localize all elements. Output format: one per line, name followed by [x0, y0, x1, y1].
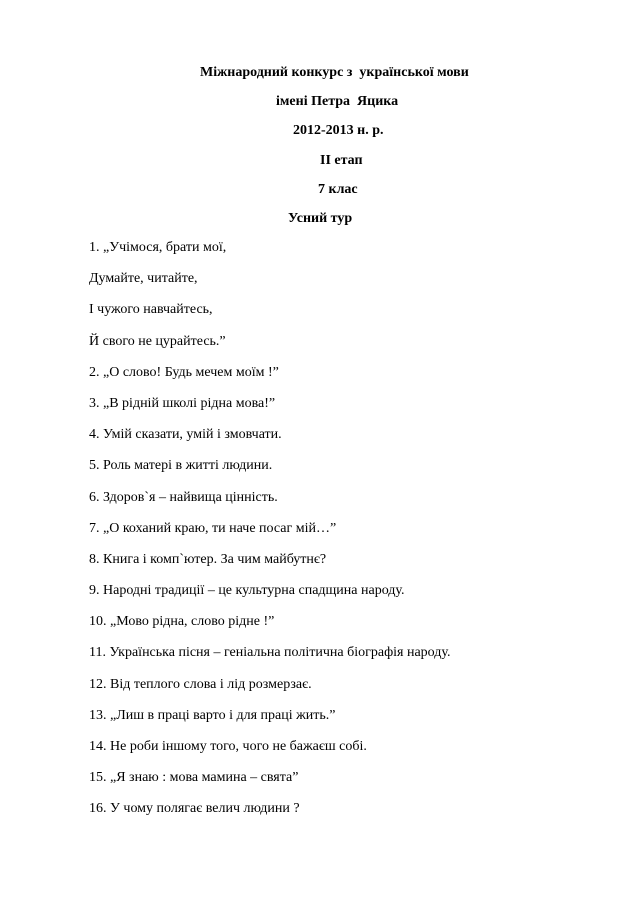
list-item: І чужого навчайтесь, [89, 302, 213, 318]
topics-list [89, 239, 609, 832]
list-item: 1. „Учімося, брати мої, [89, 240, 227, 255]
contest-stage: ІІ етап [320, 153, 363, 168]
list-item: 13. „Лиш в праці варто і для праці жить.” [89, 707, 336, 723]
list-item: Думайте, читайте, [89, 271, 198, 287]
list-item: 9. Народні традиції – це культурна спадщина народу. [89, 583, 405, 599]
contest-title: Міжнародний конкурс з української мови [200, 65, 469, 80]
list-item: 5. Роль матері в житті людини. [89, 458, 273, 474]
list-item: 3. „В рідній школі рідна мова!” [89, 395, 276, 411]
list-item: 2. „О слово! Будь мечем моїм !” [89, 364, 279, 380]
list-item: 15. „Я знаю : мова мамина – свята” [89, 770, 299, 786]
list-item: Й свого не цурайтесь.” [89, 333, 226, 349]
list-item: 6. Здоров`я – найвища цінність. [89, 489, 278, 505]
list-item: 11. Українська пісня – геніальна політична біографія народу. [89, 645, 451, 661]
list-item: 16. У чому полягає велич людини ? [89, 801, 300, 817]
list-item: 7. „О коханий краю, ти наче посаг мій…” [89, 520, 337, 536]
round-title: Усний тур [288, 211, 353, 226]
list-item: 12. Від теплого слова і лід розмерзає. [89, 676, 312, 692]
list-item: 10. „Мово рідна, слово рідне !” [89, 614, 275, 630]
list-item: 14. Не роби іншому того, чого не бажаєш собі. [89, 739, 367, 754]
list-item: 8. Книга і комп`ютер. За чим майбутнє? [89, 551, 327, 567]
list-item: 4. Умій сказати, умій і змовчати. [89, 427, 282, 443]
contest-patron: імені Петра Яцика [276, 94, 399, 109]
grade-level: 7 клас [318, 182, 358, 197]
academic-year: 2012-2013 н. р. [293, 123, 384, 138]
